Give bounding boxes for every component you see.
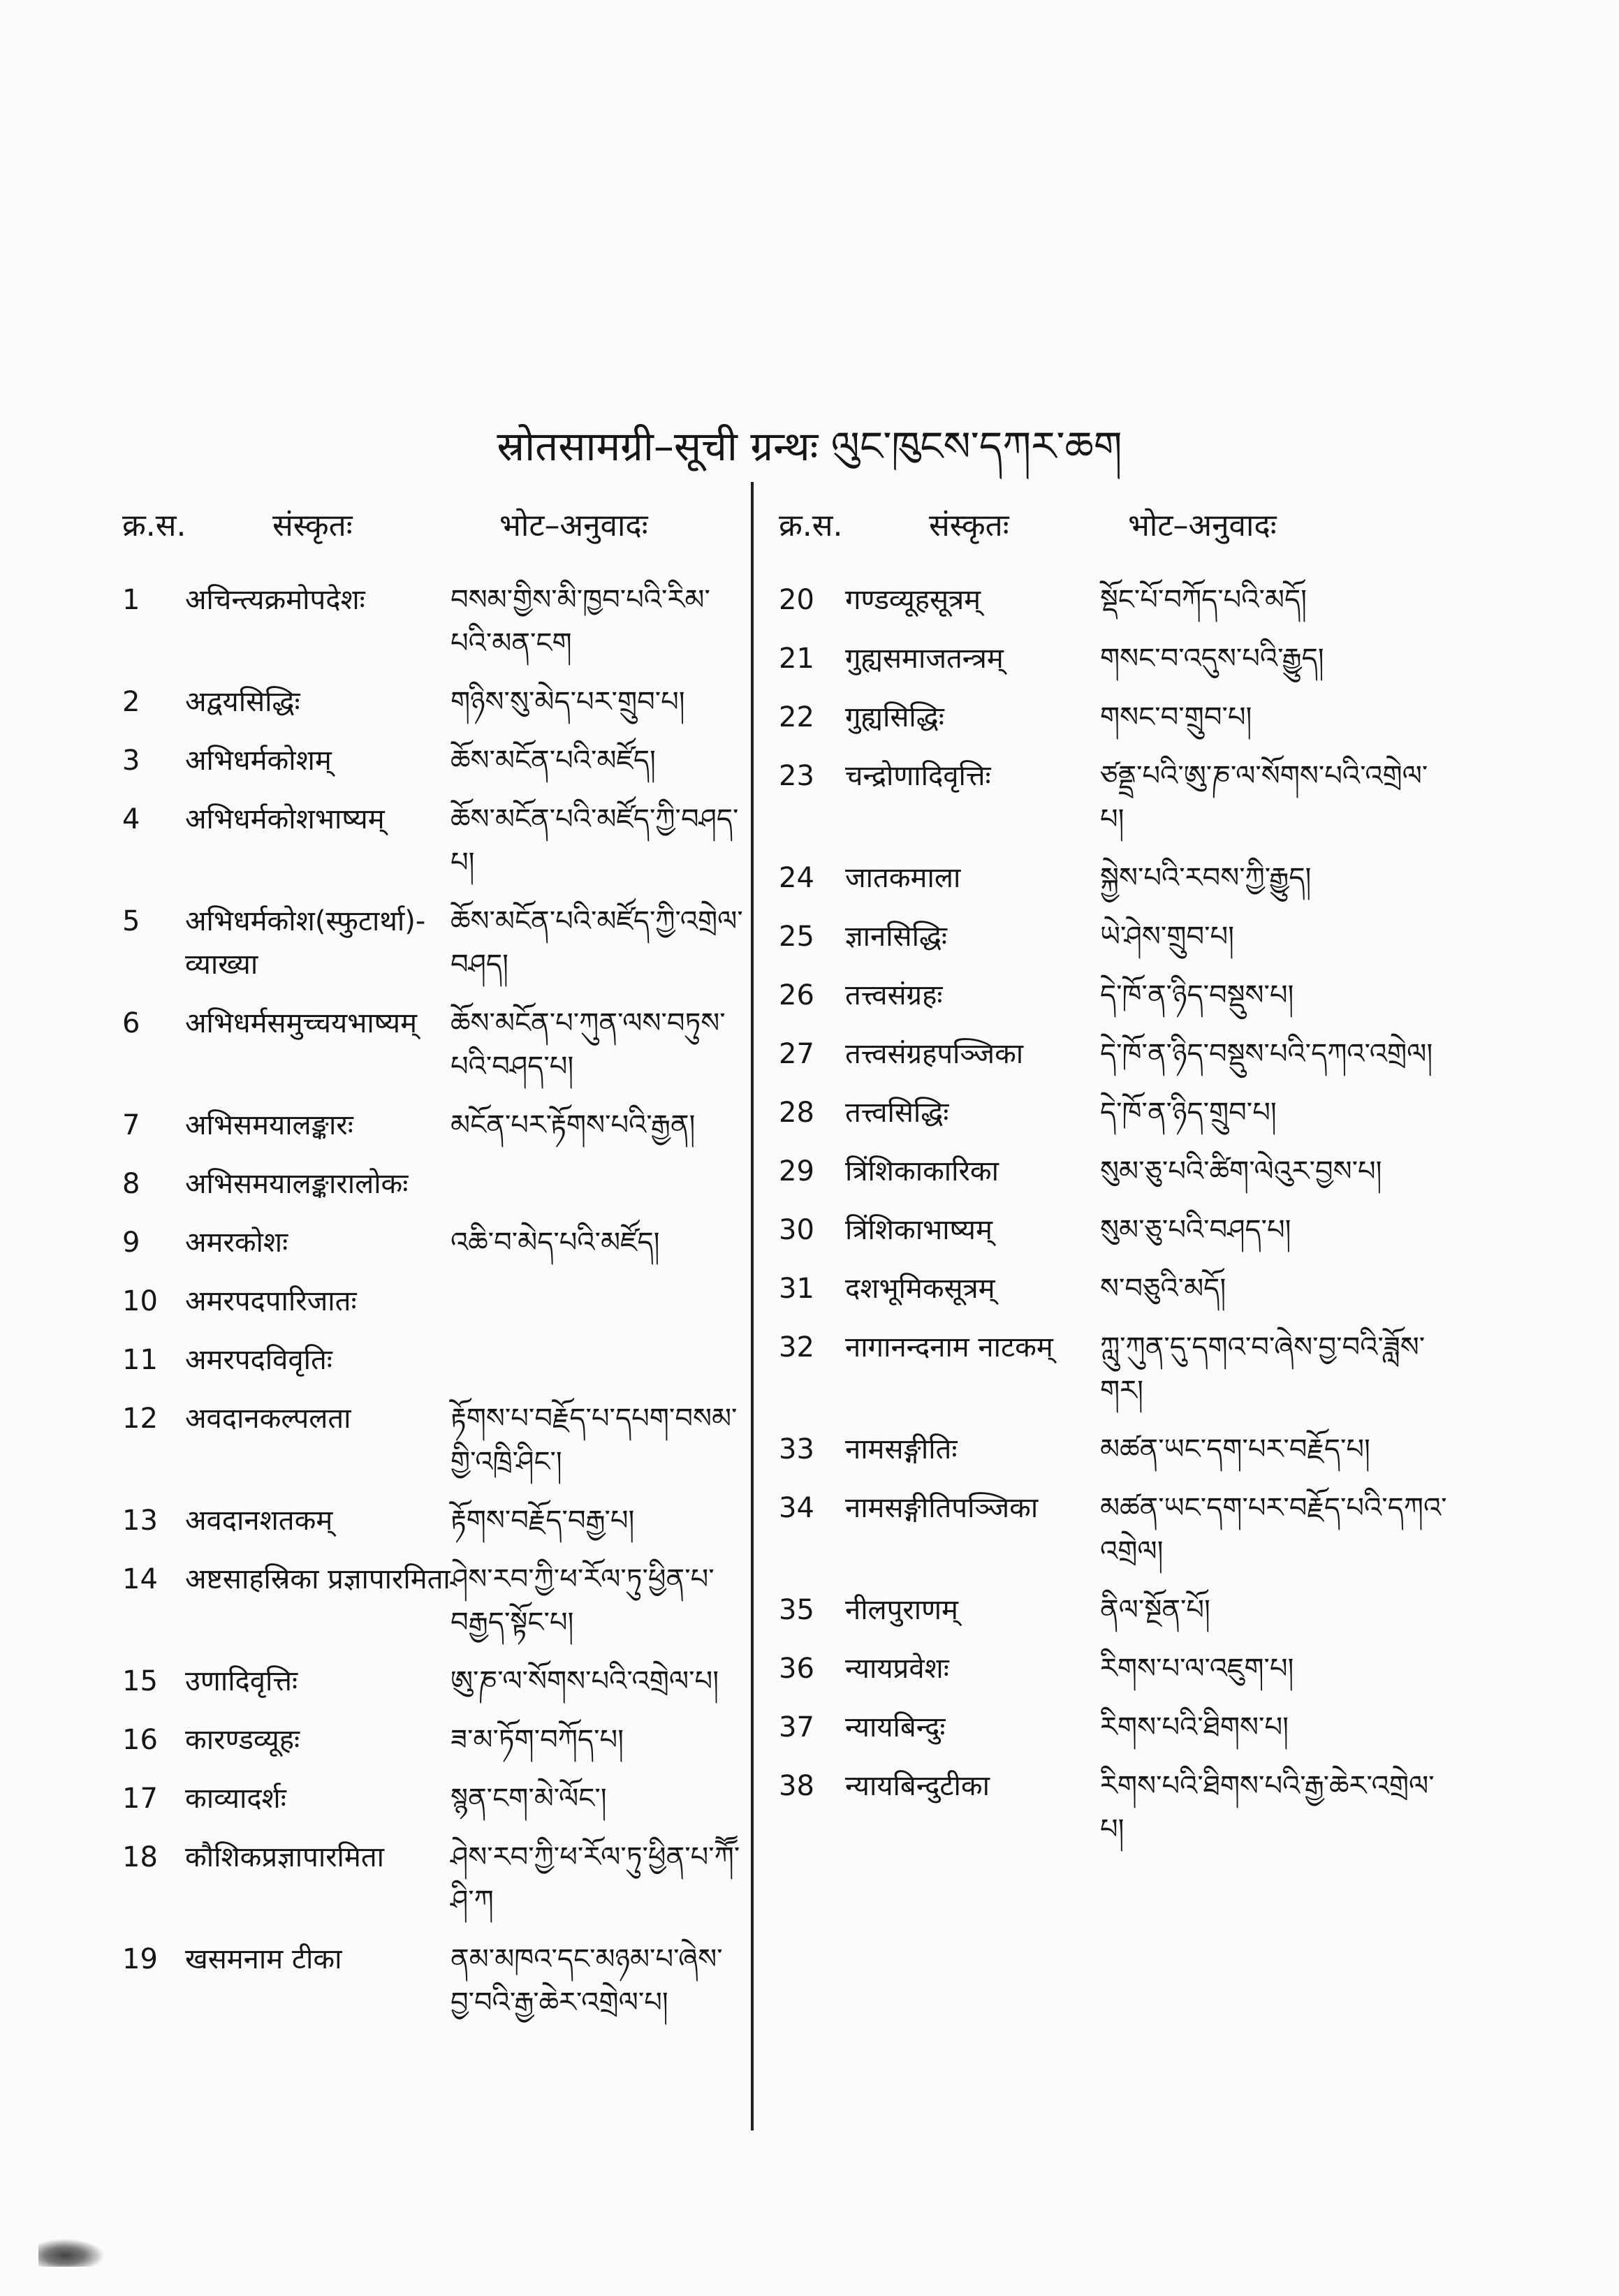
entry-number: 38: [779, 1770, 814, 1802]
entry-number: 29: [779, 1155, 814, 1187]
header-sanskrit: संस्कृतः: [929, 508, 1009, 543]
entry-row: [122, 1162, 737, 1206]
entry-row: [122, 1104, 737, 1147]
entry-row: [122, 1836, 740, 1922]
entry-sanskrit-title: चन्द्रोणादिवृत्तिः: [845, 760, 991, 792]
entry-row: [779, 696, 1449, 739]
entry-sanskrit-title: नागानन्दनाम नाटकम्: [845, 1331, 1053, 1363]
entry-sanskrit-title: अचिन्त्यक्रमोपदेशः: [185, 584, 365, 616]
entry-row: [779, 1032, 1449, 1076]
entry-row: [779, 915, 1449, 958]
entry-number: 16: [122, 1724, 158, 1756]
entry-number: 31: [779, 1273, 814, 1305]
entry-sanskrit-title: अवदानकल्पलता: [185, 1403, 351, 1435]
entry-tibetan-translation: གསང་བ་གྲུབ་པ།: [1100, 701, 1252, 733]
header-number: क्र.स.: [779, 508, 843, 543]
entry-tibetan-translation: རིགས་པའི་ཐིགས་པ།: [1100, 1711, 1289, 1743]
entry-sanskrit-title: अष्टसाहस्रिका प्रज्ञापारमिता: [185, 1563, 450, 1595]
entry-tibetan-translation: མཚན་ཡང་དག་པར་བརྗོད་པའི་དཀའ་འགྲེལ།: [1100, 1492, 1447, 1567]
right-column: [779, 503, 1449, 1851]
entry-row: [779, 1326, 1449, 1412]
entry-sanskrit-title: गण्डव्यूहसूत्रम्: [845, 584, 981, 616]
entry-sanskrit-title: खसमनाम टीका: [185, 1943, 342, 1975]
entry-sanskrit-title: तत्त्वसंग्रहपञ्जिका: [845, 1038, 1024, 1070]
entry-tibetan-translation: ཨུ་ཎ་ལ་སོགས་པའི་འགྲེལ་པ།: [450, 1665, 719, 1697]
entry-tibetan-translation: ཆོས་མངོན་པའི་མཛོད།: [450, 745, 656, 777]
entry-row: [122, 1221, 737, 1264]
entry-row: [779, 1208, 1449, 1252]
entry-sanskrit-title: अमरपदपारिजातः: [185, 1285, 357, 1317]
entry-row: [122, 1718, 737, 1762]
entry-sanskrit-title: अमरपदविवृतिः: [185, 1344, 332, 1376]
entry-tibetan-translation: སུམ་ཅུ་པའི་བཤད་པ།: [1100, 1214, 1291, 1246]
entry-tibetan-translation: འཆི་བ་མེད་པའི་མཛོད།: [450, 1227, 660, 1259]
entry-number: 37: [779, 1711, 814, 1743]
entry-sanskrit-title: अभिधर्मसमुच्चयभाष्यम्: [185, 1007, 417, 1039]
entry-row: [122, 798, 737, 884]
entry-number: 27: [779, 1038, 814, 1070]
entry-sanskrit-title: अभिधर्मकोशभाष्यम्: [185, 803, 385, 835]
entry-tibetan-translation: ནིལ་སྔོན་པོ།: [1100, 1594, 1210, 1626]
right-entry-list: [779, 578, 1449, 1851]
entry-number: 25: [779, 921, 814, 953]
left-entry-list: [122, 578, 743, 2024]
entry-row: [779, 856, 1449, 900]
entry-number: 36: [779, 1653, 814, 1685]
entry-row: [779, 1150, 1449, 1193]
entry-sanskrit-title: नामसङ्गीतिपञ्जिका: [845, 1492, 1039, 1524]
entry-tibetan-translation: དེ་ཁོ་ན་ཉིད་བསྡུས་པ།: [1100, 979, 1294, 1011]
entry-number: 23: [779, 760, 814, 792]
entry-tibetan-translation: རྟོགས་བརྗོད་བརྒྱ་པ།: [450, 1505, 635, 1537]
entry-row: [779, 1588, 1449, 1632]
entry-number: 30: [779, 1214, 814, 1246]
entry-number: 9: [122, 1227, 140, 1259]
entry-number: 10: [122, 1285, 158, 1317]
header-sanskrit: संस्कृतः: [272, 508, 353, 543]
entry-row: [779, 1647, 1449, 1690]
entry-number: 18: [122, 1841, 158, 1873]
entry-number: 7: [122, 1109, 140, 1141]
entry-row: [122, 1660, 737, 1703]
entry-number: 8: [122, 1168, 140, 1200]
entry-tibetan-translation: གསང་བ་འདུས་པའི་རྒྱུད།: [1100, 643, 1324, 675]
entry-row: [779, 1706, 1449, 1749]
entry-tibetan-translation: གཉིས་སུ་མེད་པར་གྲུབ་པ།: [450, 686, 685, 718]
entry-sanskrit-title: जातकमाला: [845, 862, 961, 894]
entry-row: [779, 1486, 1449, 1573]
entry-tibetan-translation: བསམ་གྱིས་མི་ཁྱབ་པའི་རིམ་པའི་མན་ངག: [450, 584, 710, 659]
entry-row: [122, 680, 737, 724]
entry-tibetan-translation: ཤེས་རབ་ཀྱི་ཕ་རོལ་ཏུ་ཕྱིན་པ་ཀཽ་ཤི་ཀ: [450, 1841, 740, 1917]
entry-tibetan-translation: ཤེས་རབ་ཀྱི་ཕ་རོལ་ཏུ་ཕྱིན་པ་བརྒྱད་སྟོང་པ།: [450, 1563, 715, 1639]
entry-tibetan-translation: རིགས་པའི་ཐིགས་པའི་རྒྱ་ཆེར་འགྲེལ་པ།: [1100, 1770, 1435, 1845]
entry-number: 20: [779, 584, 814, 616]
entry-sanskrit-title: गुह्यसिद्धिः: [845, 701, 944, 733]
entry-row: [779, 754, 1449, 841]
entry-sanskrit-title: अद्वयसिद्धिः: [185, 686, 300, 718]
entry-tibetan-translation: སྐྱེས་པའི་རབས་ཀྱི་རྒྱུད།: [1100, 862, 1312, 894]
entry-row: [122, 1499, 737, 1542]
entry-number: 33: [779, 1433, 814, 1465]
entry-sanskrit-title: तत्त्वसिद्धिः: [845, 1097, 949, 1129]
left-column: [122, 503, 743, 2024]
entry-sanskrit-title: कौशिकप्रज्ञापारमिता: [185, 1841, 384, 1873]
entry-row: [779, 637, 1449, 680]
page-title: स्रोतसामग्री–सूची ग्रन्थः ལུང་ཁུངས་དཀར་ཆག: [497, 423, 1122, 470]
entry-tibetan-translation: ཆོས་མངོན་པ་ཀུན་ལས་བཏུས་པའི་བཤད་པ།: [450, 1007, 726, 1083]
entry-sanskrit-title: अभिसमयालङ्कारालोकः: [185, 1168, 409, 1200]
entry-row: [779, 1428, 1449, 1471]
entry-number: 26: [779, 979, 814, 1011]
entry-number: 22: [779, 701, 814, 733]
entry-number: 24: [779, 862, 814, 894]
entry-row: [122, 1338, 737, 1382]
entry-row: [779, 578, 1449, 622]
entry-sanskrit-title: अभिधर्मकोश(स्फुटार्था)-व्याख्या: [185, 905, 426, 981]
entry-tibetan-translation: མཚན་ཡང་དག་པར་བརྗོད་པ།: [1100, 1433, 1370, 1465]
entry-tibetan-translation: [450, 1162, 744, 1206]
entry-sanskrit-title: त्रिंशिकाकारिका: [845, 1155, 999, 1187]
entry-tibetan-translation: ས་བཅུའི་མདོ།: [1100, 1273, 1226, 1305]
column-divider: [751, 482, 754, 2130]
entry-sanskrit-title: न्यायबिन्दुटीका: [845, 1770, 990, 1802]
entry-number: 21: [779, 643, 814, 675]
entry-number: 13: [122, 1505, 158, 1537]
entry-tibetan-translation: [450, 1338, 744, 1382]
entry-number: 28: [779, 1097, 814, 1129]
entry-number: 19: [122, 1943, 158, 1975]
right-column-header: [779, 503, 1449, 559]
entry-tibetan-translation: སྡོང་པོ་བཀོད་པའི་མདོ།: [1100, 584, 1307, 616]
entry-sanskrit-title: दशभूमिकसूत्रम्: [845, 1273, 995, 1305]
entry-sanskrit-title: ज्ञानसिद्धिः: [845, 921, 947, 953]
entry-number: 14: [122, 1563, 158, 1595]
entry-number: 15: [122, 1665, 158, 1697]
entry-number: 6: [122, 1007, 140, 1039]
entry-tibetan-translation: ནམ་མཁའ་དང་མཉམ་པ་ཞེས་བྱ་བའི་རྒྱ་ཆེར་འགྲེལ་པ།: [450, 1943, 723, 2019]
entry-row: [122, 1002, 737, 1088]
entry-row: [779, 1764, 1449, 1851]
entry-sanskrit-title: अभिधर्मकोशम्: [185, 745, 332, 777]
entry-sanskrit-title: गुह्यसमाजतन्त्रम्: [845, 643, 1004, 675]
entry-tibetan-translation: ཟ་མ་ཏོག་བཀོད་པ།: [450, 1724, 624, 1756]
entry-sanskrit-title: त्रिंशिकाभाष्यम्: [845, 1214, 992, 1246]
entry-row: [122, 1397, 737, 1484]
entry-tibetan-translation: དེ་ཁོ་ན་ཉིད་བསྡུས་པའི་དཀའ་འགྲེལ།: [1100, 1038, 1433, 1070]
entry-tibetan-translation: ཙནྡྲ་པའི་ཨུ་ཎ་ལ་སོགས་པའི་འགྲེལ་པ།: [1100, 760, 1428, 835]
entry-sanskrit-title: कारण्डव्यूहः: [185, 1724, 300, 1756]
header-tibetan: भोट–अनुवादः: [1128, 508, 1277, 543]
entry-sanskrit-title: काव्यादर्शः: [185, 1783, 286, 1815]
entry-sanskrit-title: अवदानशतकम्: [185, 1505, 333, 1537]
entry-sanskrit-title: न्यायबिन्दुः: [845, 1711, 946, 1743]
entry-row: [122, 1280, 737, 1323]
entry-row: [779, 1091, 1449, 1134]
entry-tibetan-translation: རིགས་པ་ལ་འཇུག་པ།: [1100, 1653, 1294, 1685]
entry-tibetan-translation: ཆོས་མངོན་པའི་མཛོད་ཀྱི་འགྲེལ་བཤད།: [450, 905, 743, 981]
left-column-header: [122, 503, 737, 559]
entry-number: 1: [122, 584, 140, 616]
entry-sanskrit-title: तत्त्वसंग्रहः: [845, 979, 943, 1011]
entry-row: [122, 578, 737, 665]
entry-row: [779, 974, 1449, 1017]
entry-number: 32: [779, 1331, 814, 1363]
entry-tibetan-translation: [450, 1280, 744, 1323]
header-number: क्र.स.: [122, 508, 186, 543]
entry-row: [122, 739, 737, 782]
entry-row: [779, 1267, 1449, 1310]
entry-tibetan-translation: དེ་ཁོ་ན་ཉིད་གྲུབ་པ།: [1100, 1097, 1277, 1129]
entry-number: 17: [122, 1783, 158, 1815]
entry-number: 5: [122, 905, 140, 937]
entry-tibetan-translation: ཀླུ་ཀུན་དུ་དགའ་བ་ཞེས་བྱ་བའི་ཟློས་གར།: [1100, 1331, 1426, 1407]
entry-tibetan-translation: རྟོགས་པ་བརྗོད་པ་དཔག་བསམ་གྱི་འཁྲི་ཤིང་།: [450, 1403, 738, 1478]
entry-number: 11: [122, 1344, 158, 1376]
entry-row: [122, 1938, 737, 2024]
entry-sanskrit-title: उणादिवृत्तिः: [185, 1665, 298, 1697]
entry-row: [122, 1558, 737, 1644]
entry-sanskrit-title: अभिसमयालङ्कारः: [185, 1109, 353, 1141]
entry-sanskrit-title: नामसङ्गीतिः: [845, 1433, 958, 1465]
entry-row: [122, 900, 743, 986]
entry-number: 4: [122, 803, 140, 835]
entry-number: 34: [779, 1492, 814, 1524]
entry-number: 3: [122, 745, 140, 777]
entry-tibetan-translation: ཆོས་མངོན་པའི་མཛོད་ཀྱི་བཤད་པ།: [450, 803, 739, 879]
entry-number: 35: [779, 1594, 814, 1626]
scan-smudge: [38, 2239, 105, 2267]
entry-tibetan-translation: སྙན་ངག་མེ་ལོང་།: [450, 1783, 607, 1815]
entry-number: 12: [122, 1403, 158, 1435]
entry-sanskrit-title: नीलपुराणम्: [845, 1594, 958, 1626]
entry-number: 2: [122, 686, 140, 718]
entry-tibetan-translation: ཡེ་ཤེས་གྲུབ་པ།: [1100, 921, 1234, 953]
entry-sanskrit-title: अमरकोशः: [185, 1227, 288, 1259]
entry-tibetan-translation: སུམ་ཅུ་པའི་ཚིག་ལེའུར་བྱས་པ།: [1100, 1155, 1382, 1187]
entry-sanskrit-title: न्यायप्रवेशः: [845, 1653, 949, 1685]
entry-tibetan-translation: མངོན་པར་རྟོགས་པའི་རྒྱན།: [450, 1109, 696, 1141]
entry-row: [122, 1777, 737, 1820]
header-tibetan: भोट–अनुवादः: [499, 508, 648, 543]
